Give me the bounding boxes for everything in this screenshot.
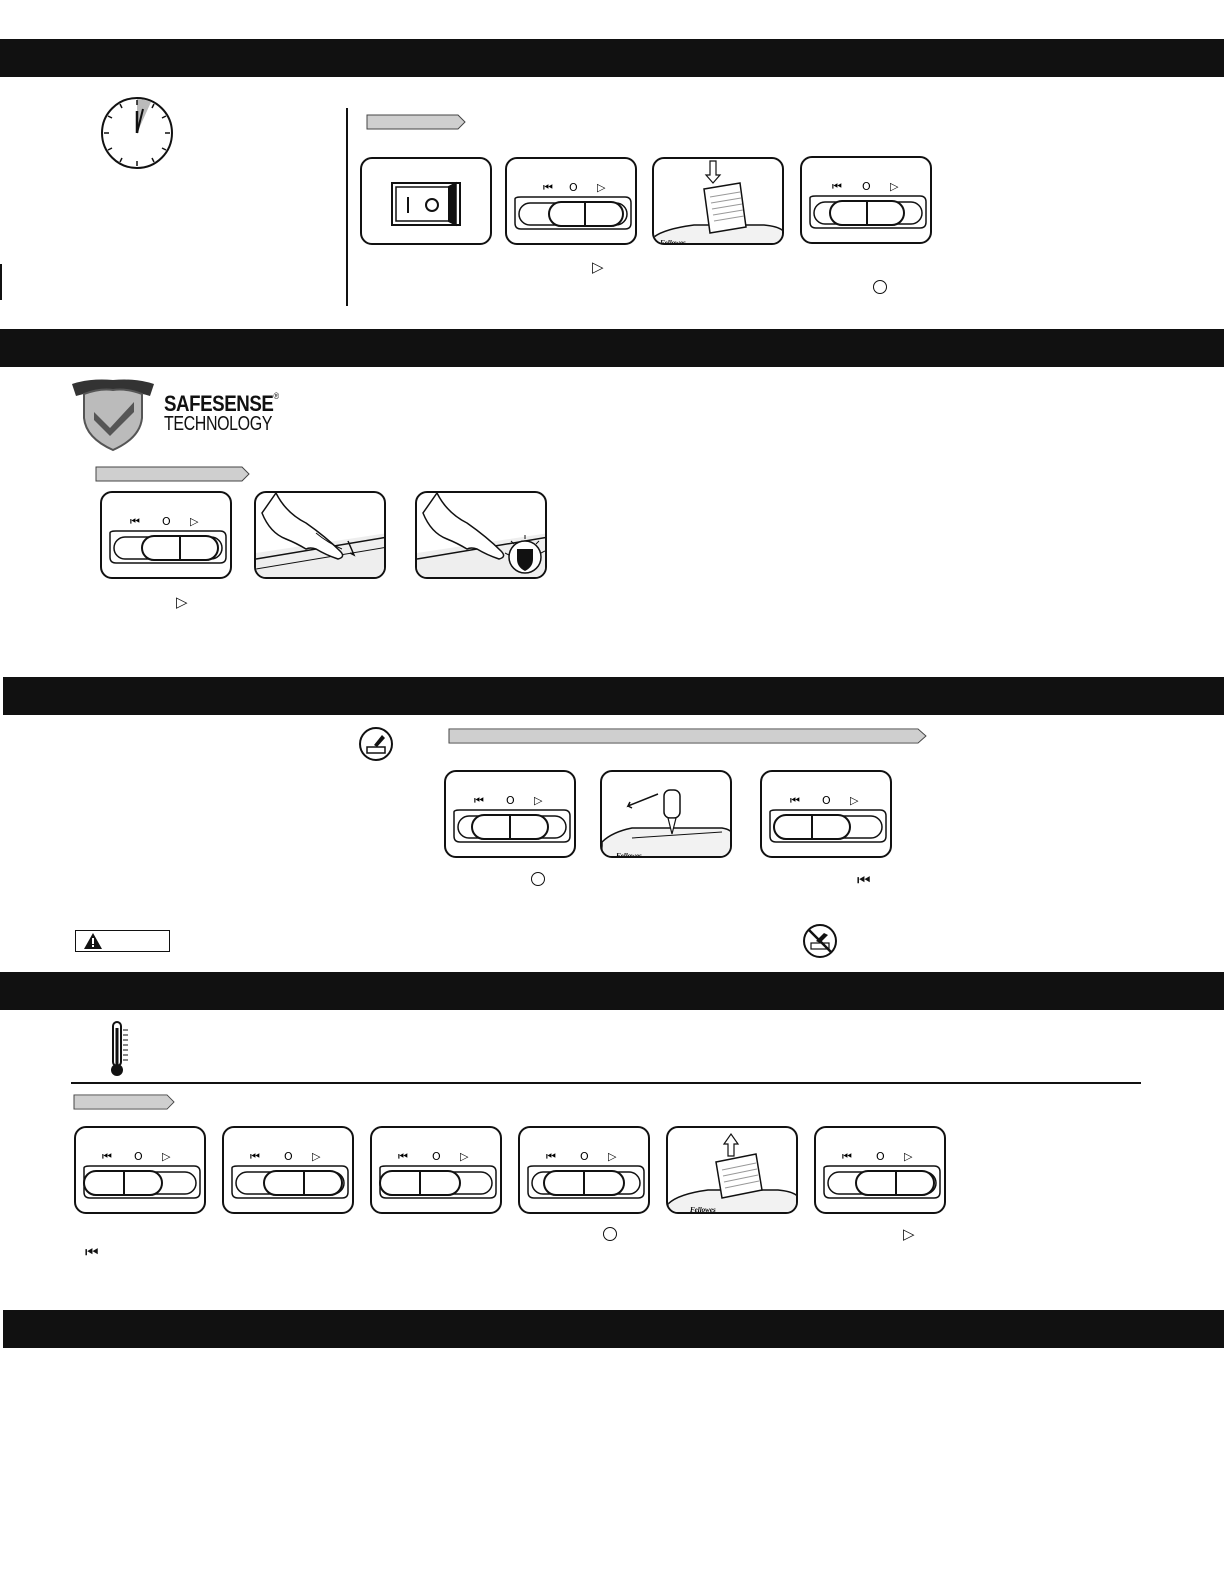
svg-text:⏮: ⏮ [790,794,800,807]
no-aerosol-icon [802,923,838,959]
step-tab-1 [366,114,466,130]
section-bar-1 [0,39,1224,77]
paper-insert-panel [652,157,784,245]
slider-panel-reverse-3 [370,1126,502,1214]
warning-triangle-icon [82,931,104,951]
safesense-shield-icon [70,378,156,452]
section-rule [71,1082,1141,1084]
section-bar-5 [3,1310,1224,1348]
svg-text:⏮: ⏮ [102,1150,112,1163]
step-tab-2 [95,466,250,482]
svg-text:Fellowes: Fellowes [616,852,642,860]
forward-symbol: ▷ [592,258,604,276]
svg-text:Fellowes: Fellowes [690,1206,716,1214]
svg-text:⏮: ⏮ [398,1150,408,1163]
svg-text:O: O [876,1150,885,1163]
svg-text:Fellowes: Fellowes [660,239,686,247]
slider-panel-reverse-2 [74,1126,206,1214]
slider-panel-off-3 [518,1126,650,1214]
svg-text:O: O [862,180,871,193]
svg-text:⏮: ⏮ [546,1150,556,1163]
svg-text:⏮: ⏮ [543,181,553,194]
oil-icon [358,727,394,761]
svg-text:O: O [134,1150,143,1163]
reverse-symbol: ⏮ [857,871,871,889]
oil-apply-panel [600,770,732,858]
thermometer-icon [106,1020,132,1078]
svg-text:⏮: ⏮ [474,794,484,807]
slider-panel-forward-3 [222,1126,354,1214]
svg-text:▷: ▷ [597,181,606,194]
forward-symbol-2: ▷ [176,593,188,611]
slider-panel-reverse [760,770,892,858]
svg-text:▷: ▷ [312,1150,321,1163]
warning-label-box [75,930,170,952]
section-bar-4 [0,972,1224,1010]
off-symbol-2 [531,872,545,886]
svg-text:▷: ▷ [890,180,899,193]
svg-text:▷: ▷ [162,1150,171,1163]
paper-remove-panel [666,1126,798,1214]
slider-panel-off [800,156,932,244]
power-switch-panel [360,157,492,245]
svg-text:O: O [580,1150,589,1163]
slider-panel-forward-2 [100,491,232,579]
slider-panel-forward-4 [814,1126,946,1214]
svg-text:O: O [506,794,515,807]
svg-text:⏮: ⏮ [842,1150,852,1163]
edge-mark [0,264,2,300]
svg-text:▷: ▷ [460,1150,469,1163]
svg-text:O: O [284,1150,293,1163]
off-symbol-3 [603,1227,617,1241]
svg-text:▷: ▷ [850,794,859,807]
svg-text:⏮: ⏮ [832,180,842,193]
slider-panel-forward [505,157,637,245]
svg-text:O: O [432,1150,441,1163]
logo-registered: ® [273,391,279,401]
section-bar-3 [3,677,1224,715]
off-symbol [873,280,887,294]
logo-brand: SAFESENSE [164,391,274,416]
step-tab-3 [448,728,928,744]
svg-text:▷: ▷ [904,1150,913,1163]
clock-icon [99,95,175,171]
svg-text:⏮: ⏮ [130,515,140,528]
section-divider [346,108,348,306]
hand-touch-panel [254,491,386,579]
svg-text:▷: ▷ [608,1150,617,1163]
svg-text:⏮: ⏮ [250,1150,260,1163]
svg-text:▷: ▷ [190,515,199,528]
safesense-logo-subtitle: TECHNOLOGY [164,413,273,435]
hand-safesense-panel [415,491,547,579]
svg-text:O: O [822,794,831,807]
svg-text:O: O [162,515,171,528]
slider-panel-off-2 [444,770,576,858]
step-tab-4 [73,1094,175,1110]
reverse-symbol-2: ⏮ [85,1243,99,1261]
section-bar-2 [0,329,1224,367]
svg-text:▷: ▷ [534,794,543,807]
svg-text:O: O [569,181,578,194]
forward-symbol-3: ▷ [903,1225,915,1243]
